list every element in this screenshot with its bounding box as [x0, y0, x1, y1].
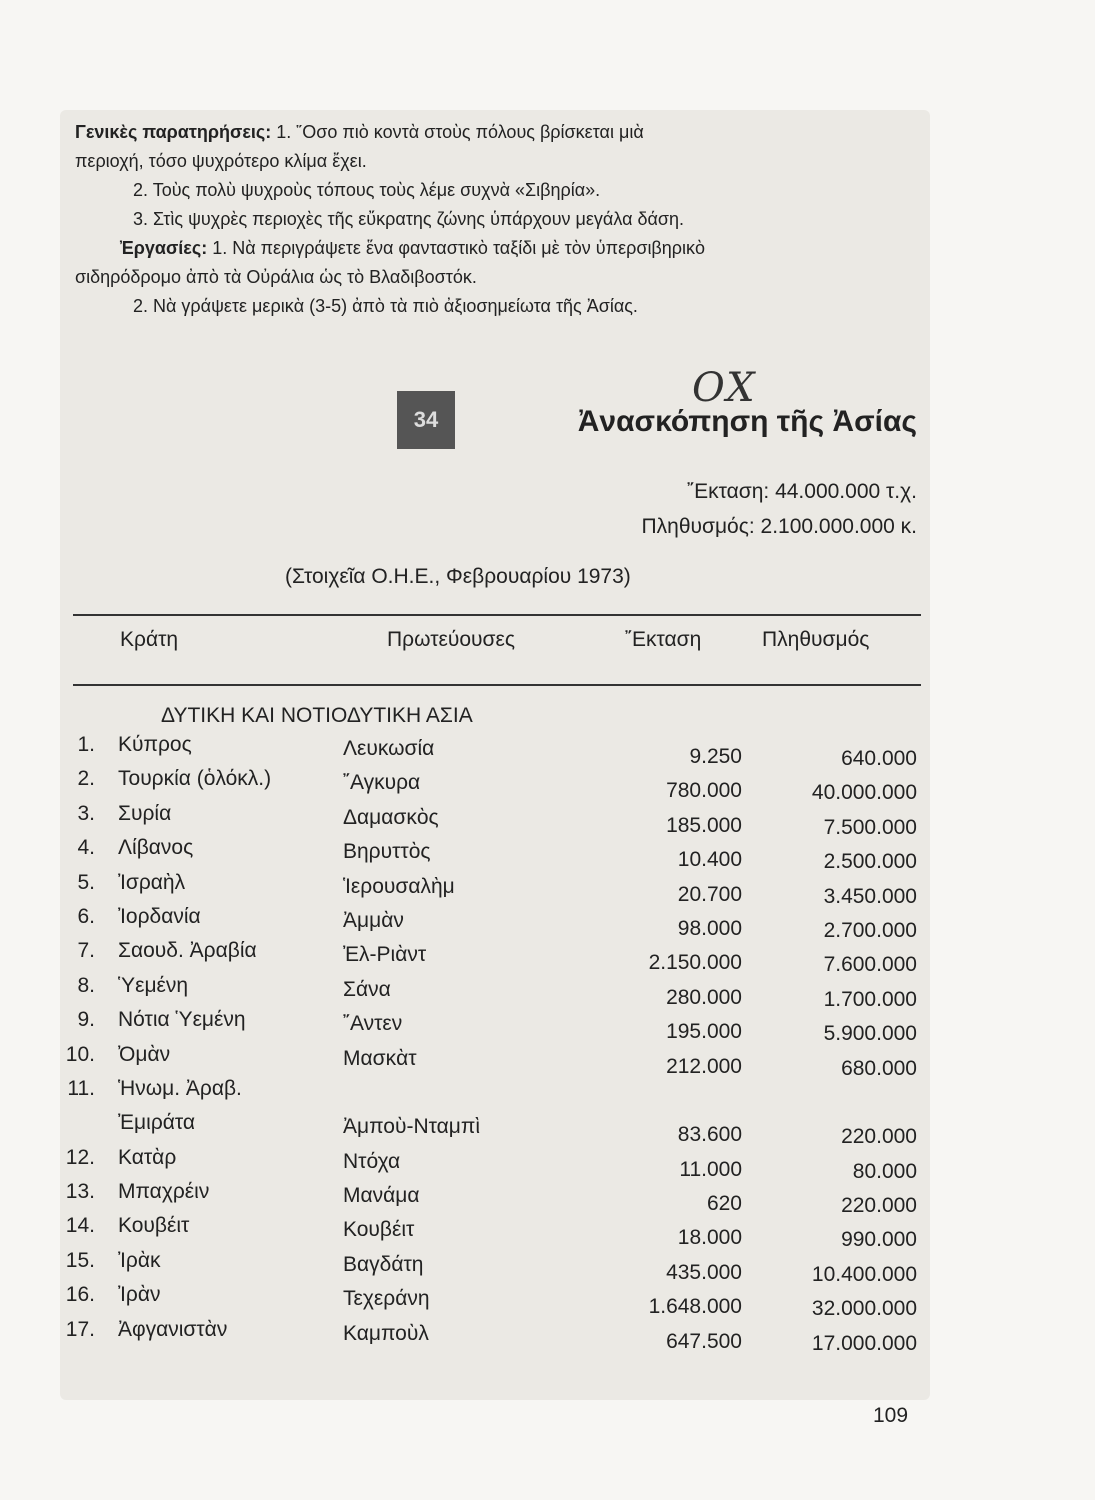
- table-row: [0, 836, 1095, 874]
- population-value: 680.000: [841, 1056, 917, 1080]
- country-name: Κατὰρ: [118, 1145, 177, 1169]
- area-value: 185.000: [666, 813, 742, 837]
- row-number: 2.: [77, 767, 95, 791]
- table-row: [0, 1214, 1095, 1252]
- population-value: 7.600.000: [823, 953, 917, 977]
- general-note-3: 3. Στὶς ψυχρὲς περιοχὲς τῆς εὔκρατης ζώνης ὑπάρχουν μεγάλα δάση.: [133, 209, 685, 229]
- population-value: 40.000.000: [811, 781, 917, 805]
- area-value: 620: [706, 1192, 742, 1216]
- table-row: [0, 904, 1095, 942]
- row-number: 11.: [67, 1076, 95, 1100]
- country-name: Ὀμὰν: [118, 1042, 171, 1066]
- header-population: Πληθυσμός: [762, 628, 870, 651]
- area-value: 212.000: [666, 1054, 742, 1078]
- handwritten-mark: OX: [692, 365, 757, 411]
- task-2: 2. Νὰ γράψετε μερικὰ (3-5) ἀπὸ τὰ πιὸ ἀξιοσημείωτα τῆς Ἀσίας.: [133, 296, 638, 316]
- country-name: Ἰρὰν: [118, 1283, 161, 1307]
- table-top-rule: [73, 614, 921, 616]
- area-value: 435.000: [666, 1260, 742, 1284]
- country-name: Σαουδ. Ἀραβία: [118, 939, 257, 963]
- table-row: [0, 1111, 1095, 1149]
- row-number: 15.: [65, 1248, 95, 1272]
- row-number: 3.: [77, 801, 95, 825]
- general-note-1b: περιοχή, τόσο ψυχρότερο κλίμα ἔχει.: [75, 151, 367, 171]
- country-name: Λίβανος: [118, 836, 194, 860]
- population-value: 5.900.000: [823, 1022, 917, 1046]
- country-name: Ὑεμένη: [118, 973, 189, 997]
- population-value: 2.500.000: [823, 850, 917, 874]
- table-row: [0, 1077, 1095, 1111]
- capital-name: Βηρυττὸς: [343, 840, 431, 864]
- capital-name: Ἐλ-Ριὰντ: [343, 943, 427, 967]
- table-row: [0, 1283, 1095, 1321]
- area-value: 9.250: [689, 745, 742, 768]
- capital-name: ῎Αντεν: [343, 1012, 403, 1036]
- header-area: ῎Εκταση: [625, 628, 702, 651]
- area-value: 780.000: [666, 779, 742, 803]
- capital-name: Τεχεράνη: [343, 1287, 430, 1311]
- area-value: 98.000: [677, 916, 742, 940]
- population-value: 220.000: [841, 1125, 917, 1149]
- area-value: 18.000: [677, 1226, 742, 1250]
- capital-name: Βαγδάτη: [343, 1252, 424, 1276]
- country-name: Κουβέιτ: [118, 1214, 190, 1238]
- task-1b: σιδηρόδρομο ἀπὸ τὰ Οὐράλια ὡς τὸ Βλαδιβοστόκ.: [75, 267, 477, 287]
- table-row: [0, 801, 1095, 839]
- table-row: [0, 1180, 1095, 1218]
- general-note-1a: 1. ῞Οσο πιὸ κοντὰ στοὺς πόλους βρίσκεται μιὰ: [276, 122, 644, 142]
- row-number: 8.: [77, 973, 95, 997]
- table-row: [0, 870, 1095, 908]
- country-name: Μπαχρέιν: [118, 1180, 210, 1204]
- area-value: 83.600: [677, 1123, 742, 1147]
- table-row: [0, 1145, 1095, 1183]
- page-number: 109: [873, 1404, 909, 1427]
- row-number: 17.: [65, 1317, 95, 1341]
- population-value: 17.000.000: [811, 1331, 917, 1355]
- country-name: Ἡνωμ. Ἀραβ.: [118, 1076, 242, 1100]
- capital-name: Μασκὰτ: [343, 1046, 417, 1070]
- area-value: 10.400: [677, 848, 742, 872]
- population-value: 990.000: [841, 1228, 917, 1252]
- population-value: 1.700.000: [823, 987, 917, 1011]
- header-capitals: Πρωτεύουσες: [387, 628, 515, 651]
- country-name: Ἐμιράτα: [118, 1111, 196, 1135]
- area-value: 2.150.000: [648, 951, 742, 975]
- region-heading: ΔΥΤΙΚΗ ΚΑΙ ΝΟΤΙΟΔΥΤΙΚΗ ΑΣΙΑ: [161, 704, 473, 727]
- population-value: 7.500.000: [823, 815, 917, 839]
- table-row: [0, 767, 1095, 805]
- population-value: 3.450.000: [823, 884, 917, 908]
- country-name: Ἰορδανία: [118, 904, 201, 928]
- area-value: 1.648.000: [648, 1295, 742, 1319]
- total-area: ῎Εκταση: 44.000.000 τ.χ.: [687, 480, 917, 503]
- population-value: 32.000.000: [811, 1297, 917, 1321]
- country-name: Ἀφγανιστὰν: [118, 1317, 228, 1341]
- country-name: Τουρκία (ὁλόκλ.): [118, 767, 272, 791]
- table-row: [0, 1317, 1095, 1355]
- table-row: [0, 1248, 1095, 1286]
- capital-name: Σάνα: [343, 977, 391, 1001]
- area-value: 11.000: [679, 1157, 742, 1181]
- row-number: 5.: [77, 870, 95, 894]
- country-name: Νότια Ὑεμένη: [118, 1008, 246, 1032]
- population-value: 2.700.000: [823, 918, 917, 942]
- country-name: Κύπρος: [118, 733, 192, 756]
- capital-name: ῎Αγκυρα: [343, 771, 421, 795]
- row-number: 12.: [65, 1145, 95, 1169]
- lesson-number-badge: 34: [397, 391, 455, 449]
- row-number: 6.: [77, 904, 95, 928]
- row-number: 16.: [65, 1283, 95, 1307]
- country-name: Ἰσραὴλ: [118, 870, 186, 894]
- country-name: Ἰρὰκ: [118, 1248, 161, 1272]
- table-row: [0, 939, 1095, 977]
- row-number: 7.: [77, 939, 95, 963]
- row-number: 10.: [65, 1042, 95, 1066]
- area-value: 280.000: [666, 985, 742, 1009]
- lesson-title: Ἀνασκόπηση τῆς Ἀσίας: [577, 405, 917, 438]
- table-row: [0, 1008, 1095, 1046]
- table-row: [0, 973, 1095, 1011]
- capital-name: Ἱερουσαλὴμ: [343, 874, 455, 898]
- capital-name: Μανάμα: [343, 1184, 420, 1208]
- tasks-label: Ἐργασίες:: [120, 238, 208, 258]
- population-value: 80.000: [852, 1159, 917, 1183]
- capital-name: Κουβέιτ: [343, 1218, 415, 1242]
- table-row: [0, 733, 1095, 770]
- area-value: 20.700: [677, 882, 742, 906]
- capital-name: Ἀμποὺ-Νταμπὶ: [343, 1115, 481, 1139]
- general-notes: [75, 118, 925, 321]
- population-value: 220.000: [841, 1194, 917, 1218]
- area-value: 647.500: [666, 1329, 742, 1353]
- table-row: [0, 1042, 1095, 1080]
- population-value: 640.000: [841, 747, 917, 770]
- table-header-rule: [73, 684, 921, 686]
- capital-name: Δαμασκὸς: [343, 805, 439, 829]
- capital-name: Ἀμμὰν: [343, 908, 404, 932]
- capital-name: Ντόχα: [343, 1149, 401, 1173]
- row-number: 9.: [77, 1008, 95, 1032]
- row-number: 14.: [65, 1214, 95, 1238]
- task-1a: 1. Νὰ περιγράψετε ἕνα φανταστικὸ ταξίδι μὲ τὸν ὑπερσιβηρικὸ: [212, 238, 706, 258]
- row-number: 13.: [65, 1180, 95, 1204]
- total-population: Πληθυσμός: 2.100.000.000 κ.: [641, 515, 917, 538]
- country-table: [0, 733, 1095, 1355]
- row-number: 4.: [77, 836, 95, 860]
- population-value: 10.400.000: [811, 1262, 917, 1286]
- capital-name: Καμποὺλ: [343, 1321, 429, 1345]
- country-name: Συρία: [118, 801, 172, 825]
- area-value: 195.000: [666, 1020, 742, 1044]
- data-source-note: (Στοιχεῖα Ο.Η.Ε., Φεβρουαρίου 1973): [285, 565, 631, 588]
- general-notes-label: Γενικὲς παρατηρήσεις:: [75, 122, 272, 142]
- capital-name: Λευκωσία: [343, 737, 435, 760]
- general-note-2: 2. Τοὺς πολὺ ψυχροὺς τόπους τοὺς λέμε συχνὰ «Σιβηρία».: [133, 180, 601, 200]
- header-states: Κράτη: [120, 628, 179, 651]
- row-number: 1.: [77, 733, 95, 756]
